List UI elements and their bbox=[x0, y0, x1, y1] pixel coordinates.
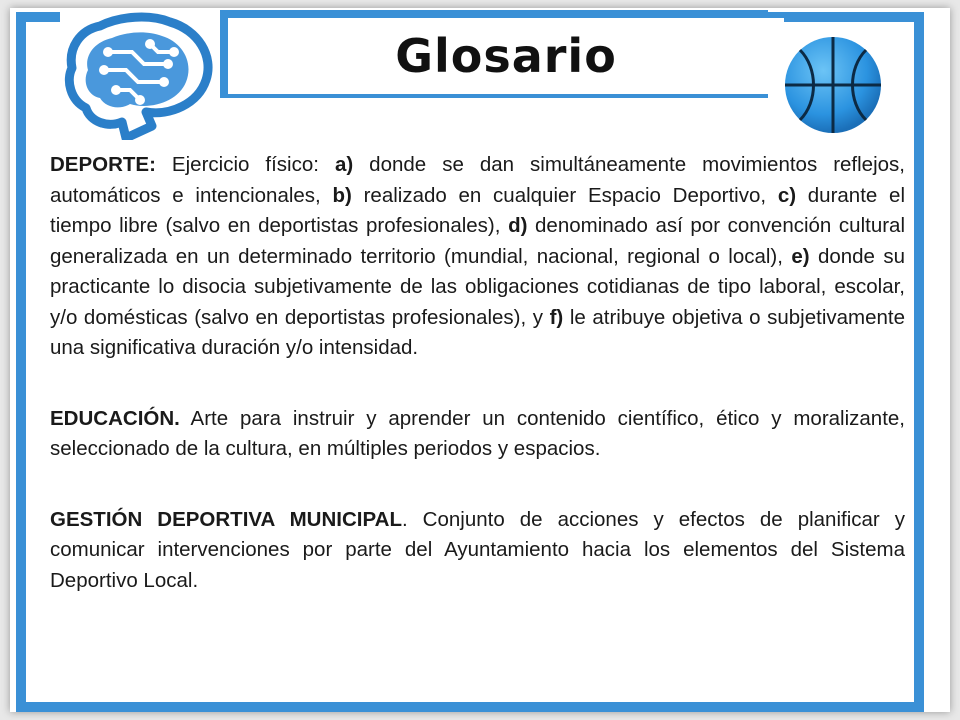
list-marker: b) bbox=[332, 183, 352, 207]
glossary bbox=[50, 150, 905, 596]
list-marker: c) bbox=[777, 183, 797, 207]
definition-text: Ejercicio físico: bbox=[155, 153, 335, 176]
list-marker: e) bbox=[791, 244, 810, 268]
basketball-icon bbox=[778, 30, 888, 140]
ball-decoration bbox=[778, 30, 888, 140]
definition-text: donde se dan simultáneamente movimientos reflejos, automáticos e intencionales, bbox=[50, 153, 905, 207]
glossary-term: DEPORTE: bbox=[50, 153, 156, 176]
list-marker: a) bbox=[334, 153, 354, 176]
glossary-term: GESTIÓN DEPORTIVA MUNICIPAL bbox=[50, 507, 402, 531]
definition-text: Arte para instruir y aprender un contenido científico, ético y moralizante, seleccionado de la cultura, en múltiples periodos y espacios. bbox=[50, 406, 905, 460]
glossary-entry bbox=[50, 404, 905, 465]
list-marker: d) bbox=[508, 214, 528, 237]
list-marker: f) bbox=[549, 305, 564, 329]
definition-text: realizado en cualquier Espacio Deportivo, bbox=[351, 183, 778, 207]
brain-circuit-icon bbox=[60, 8, 220, 140]
glossary-entry bbox=[50, 150, 905, 364]
definition-text: donde su practicante lo disocia subjetivamente de las obligaciones cotidianas de tipo laboral, escolar, y/o domésticas (salvo en deportistas profesionales), y bbox=[50, 244, 905, 329]
logo bbox=[60, 8, 220, 140]
definition-text: . Conjunto de acciones y efectos de planificar y comunicar intervenciones por parte del Ayuntamiento hacia los elementos del Sistema Deportivo Local. bbox=[50, 507, 905, 592]
glossary-term: EDUCACIÓN. bbox=[50, 406, 180, 430]
definition-text: durante el tiempo libre (salvo en deportistas profesionales), bbox=[50, 183, 905, 237]
definition-text: le atribuye objetiva o subjetivamente una significativa duración y/o intensidad. bbox=[50, 305, 905, 359]
glossary-entry bbox=[50, 505, 905, 597]
page-title: Glosario bbox=[395, 29, 617, 83]
title-box bbox=[228, 18, 784, 94]
definition-text: denominado así por convención cultural generalizada en un determinado territorio (mundial, nacional, regional o local), bbox=[50, 214, 905, 268]
